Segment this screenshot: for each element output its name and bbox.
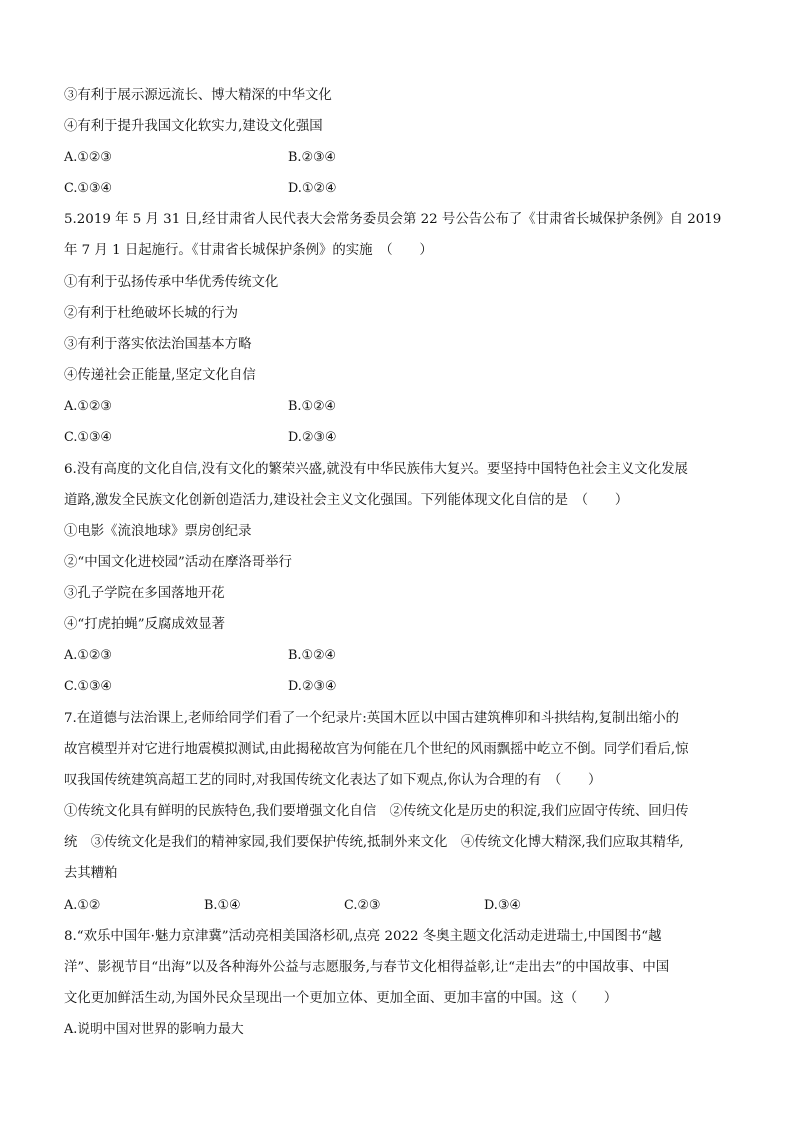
- q5-item-2: ②有利于杜绝破坏长城的行为: [64, 306, 239, 321]
- q7-option-c[interactable]: C.②③: [344, 898, 381, 913]
- q6-item-4: ④“打虎拍蝇”反腐成效显著: [64, 617, 225, 632]
- q4-option-c[interactable]: C.①③④: [64, 181, 112, 196]
- q4-item-4: ④有利于提升我国文化软实力,建设文化强国: [64, 119, 323, 134]
- q8-stem-line2: 洋”、影视节目“出海”以及各种海外公益与志愿服务,与春节文化相得益彰,让“走出去”的中国故事、中国: [64, 960, 670, 975]
- q6-option-d[interactable]: D.②③④: [288, 679, 337, 694]
- q5-stem-line2: 年 7 月 1 日起施行。《甘肃省长城保护条例》的实施 （ ）: [64, 243, 433, 258]
- q5-item-4: ④传递社会正能量,坚定文化自信: [64, 368, 256, 383]
- q4-item-3: ③有利于展示源远流长、博大精深的中华文化: [64, 88, 332, 103]
- q6-option-a[interactable]: A.①②③: [64, 648, 112, 663]
- q7-option-b[interactable]: B.①④: [204, 898, 241, 913]
- q4-option-b[interactable]: B.②③④: [288, 150, 336, 165]
- q5-item-1: ①有利于弘扬传承中华优秀传统文化: [64, 275, 279, 290]
- q5-item-3: ③有利于落实依法治国基本方略: [64, 337, 252, 352]
- q7-option-d[interactable]: D.③④: [484, 898, 521, 913]
- q7-items-line3: 去其糟粕: [64, 866, 118, 881]
- q5-option-b[interactable]: B.①②④: [288, 399, 336, 414]
- q7-stem-line2: 故宫模型并对它进行地震模拟测试,由此揭秘故宫为何能在几个世纪的风雨飘摇中屹立不倒。同学们看后,惊: [64, 742, 689, 757]
- q4-option-a[interactable]: A.①②③: [64, 150, 112, 165]
- q6-item-3: ③孔子学院在多国落地开花: [64, 586, 225, 601]
- q7-items-line2: 统 ③传统文化是我们的精神家园,我们要保护传统,抵制外来文化 ④传统文化博大精深,我们应取其精华,: [64, 835, 684, 850]
- q4-option-d[interactable]: D.①②④: [288, 181, 337, 196]
- q6-stem-line2: 道路,激发全民族文化创新创造活力,建设社会主义文化强国。下列能体现文化自信的是 （ ）: [64, 493, 629, 508]
- q6-option-c[interactable]: C.①③④: [64, 679, 112, 694]
- q7-stem-line1: 7.在道德与法治课上,老师给同学们看了一个纪录片:英国木匠以中国古建筑榫卯和斗拱结构,复制出缩小的: [64, 711, 679, 726]
- q8-stem-line3: 文化更加鲜活生动,为国外民众呈现出一个更加立体、更加全面、更加丰富的中国。这（ ）: [64, 991, 618, 1006]
- q8-option-a[interactable]: A.说明中国对世界的影响力最大: [64, 1022, 244, 1037]
- q7-items-line1: ①传统文化具有鲜明的民族特色,我们要增强文化自信 ②传统文化是历史的积淀,我们应固守传统、回归传: [64, 804, 689, 819]
- q5-option-a[interactable]: A.①②③: [64, 399, 112, 414]
- q6-item-2: ②“中国文化进校园”活动在摩洛哥举行: [64, 555, 292, 570]
- q8-stem-line1: 8.“欢乐中国年·魅力京津冀”活动亮相美国洛杉矶,点亮 2022 冬奥主题文化活动走进瑞士,中国图书“越: [64, 929, 662, 944]
- q5-option-c[interactable]: C.①③④: [64, 430, 112, 445]
- q5-option-d[interactable]: D.②③④: [288, 430, 337, 445]
- q6-option-b[interactable]: B.①②④: [288, 648, 336, 663]
- q7-option-a[interactable]: A.①②: [64, 898, 101, 913]
- q5-stem-line1: 5.2019 年 5 月 31 日,经甘肃省人民代表大会常务委员会第 22 号公告公布了《甘肃省长城保护条例》自 2019: [64, 212, 722, 227]
- q7-stem-line3: 叹我国传统建筑高超工艺的同时,对我国传统文化表达了如下观点,你认为合理的有 （ ）: [64, 773, 602, 788]
- q6-item-1: ①电影《流浪地球》票房创纪录: [64, 524, 252, 539]
- q6-stem-line1: 6.没有高度的文化自信,没有文化的繁荣兴盛,就没有中华民族伟大复兴。要坚持中国特色社会主义文化发展: [64, 462, 688, 477]
